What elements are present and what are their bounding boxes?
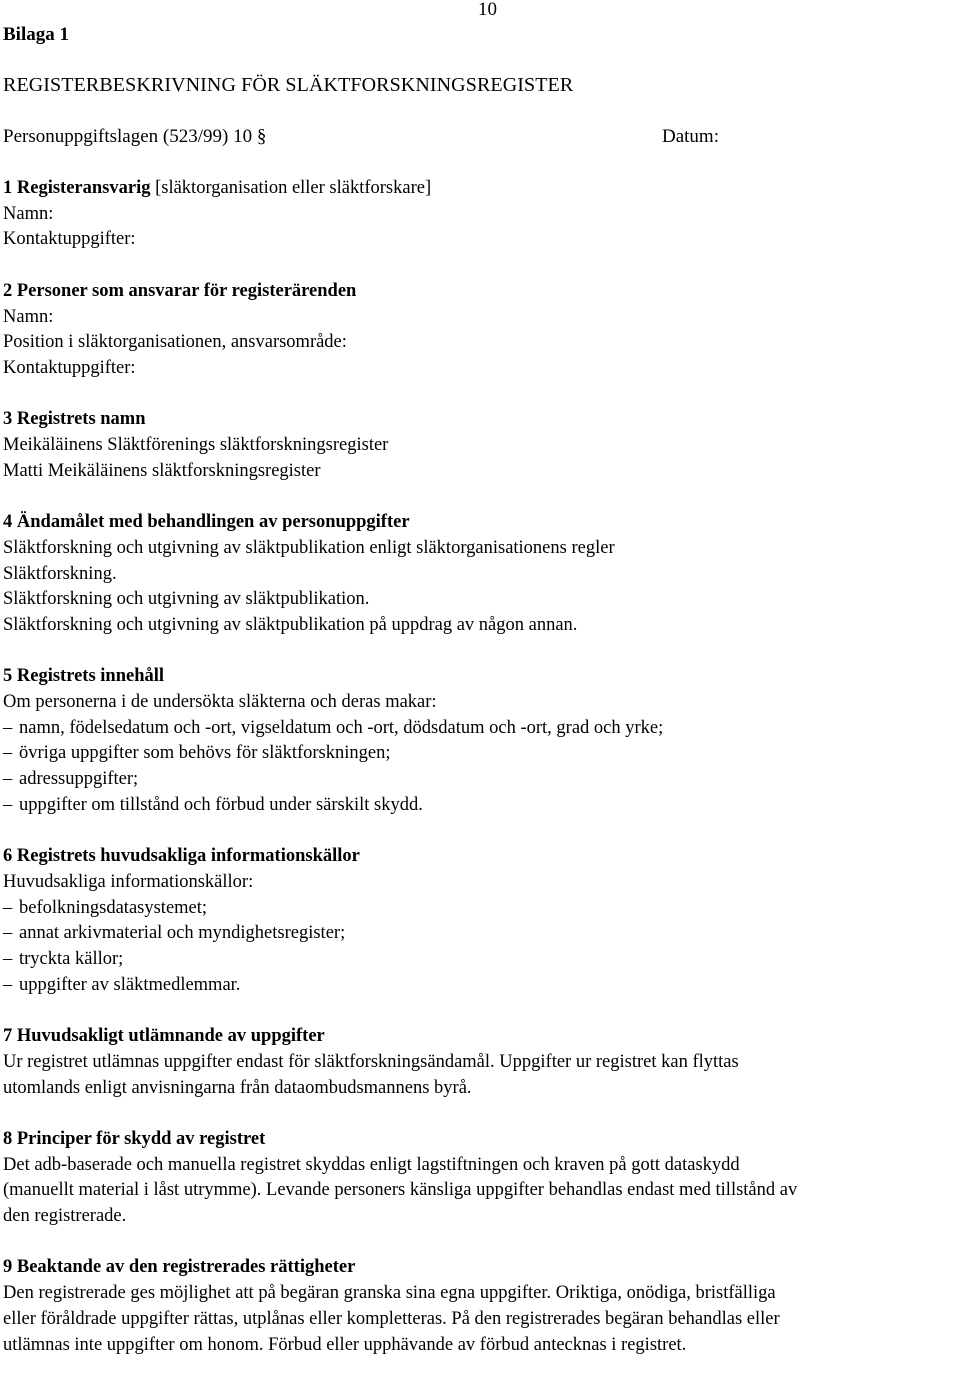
list-item-text: övriga uppgifter som behövs för släktforskningen; (19, 743, 391, 764)
list-item-text: tryckta källor; (19, 949, 124, 970)
text-line: eller föråldrade uppgifter rättas, utplånas eller kompletteras. På den registrerades begäran behandlas eller (3, 1308, 780, 1329)
section-intro: Huvudsakliga informationskällor: (3, 871, 254, 892)
section-3 (3, 407, 958, 484)
document-title: REGISTERBESKRIVNING FÖR SLÄKTFORSKNINGSREGISTER (3, 74, 574, 96)
annex-label: Bilaga 1 (3, 24, 69, 45)
section-heading-note: [släktorganisation eller släktforskare] (150, 178, 432, 198)
text-line: Släktforskning och utgivning av släktpublikation på uppdrag av någon annan. (3, 614, 578, 635)
text-line: (manuellt material i låst utrymme). Levande personers känsliga uppgifter behandlas endast med tillstånd av (3, 1180, 798, 1201)
list-item (3, 921, 958, 947)
list-item (3, 767, 958, 793)
list-item-text: annat arkivmaterial och myndighetsregister; (19, 923, 346, 944)
field-line: Kontaktuppgifter: (3, 229, 136, 250)
field-line: Position i släktorganisationen, ansvarsområde: (3, 332, 347, 353)
field-line: Namn: (3, 306, 54, 327)
dash-bullet: – (3, 923, 13, 944)
text-line: Släktforskning och utgivning av släktpublikation enligt släktorganisationens regler (3, 537, 615, 558)
section-heading: 7 Huvudsakligt utlämnande av uppgifter (3, 1026, 325, 1047)
text-line: Släktforskning och utgivning av släktpublikation. (3, 589, 370, 610)
list-item-text: befolkningsdatasystemet; (19, 897, 208, 918)
list-item (3, 896, 958, 922)
law-reference-row (3, 124, 730, 150)
section-7 (3, 1024, 958, 1101)
list-item (3, 973, 958, 999)
text-line: Släktforskning. (3, 563, 117, 584)
list-item-text: uppgifter av släktmedlemmar. (19, 974, 241, 995)
section-heading: 6 Registrets huvudsakliga informationskällor (3, 846, 360, 867)
text-line: Den registrerade ges möjlighet att på begäran granska sina egna uppgifter. Oriktiga, onödiga, bristfälliga (3, 1283, 776, 1304)
dash-bullet: – (3, 743, 13, 764)
list-item-text: uppgifter om tillstånd och förbud under särskilt skydd. (19, 794, 423, 815)
list-item (3, 741, 958, 767)
section-heading-bold: 1 Registeransvarig (3, 178, 151, 198)
field-line: Kontaktuppgifter: (3, 357, 136, 378)
dash-bullet: – (3, 717, 13, 738)
dash-bullet: – (3, 974, 13, 995)
section-4 (3, 510, 958, 639)
dash-bullet: – (3, 769, 13, 790)
list-item (3, 947, 958, 973)
section-1 (3, 176, 958, 253)
section-2 (3, 279, 958, 382)
section-9 (3, 1255, 958, 1358)
document-body (3, 176, 958, 1384)
text-line: den registrerade. (3, 1206, 127, 1227)
section-5 (3, 664, 958, 818)
section-6 (3, 844, 958, 998)
text-line: Meikäläinens Släktförenings släktforskningsregister (3, 435, 389, 455)
section-heading: 9 Beaktande av den registrerades rättigheter (3, 1257, 356, 1278)
dash-bullet: – (3, 794, 13, 815)
list-item (3, 793, 958, 819)
text-line: utomlands enligt anvisningarna från dataombudsmannens byrå. (3, 1077, 472, 1098)
section-heading (3, 176, 958, 202)
text-line: Ur registret utlämnas uppgifter endast för släktforskningsändamål. Uppgifter ur registret kan flyttas (3, 1051, 739, 1072)
list-item-text: adressuppgifter; (19, 769, 139, 790)
dash-bullet: – (3, 897, 13, 918)
section-intro: Om personerna i de undersökta släkterna och deras makar: (3, 692, 437, 712)
section-8 (3, 1127, 958, 1230)
list-item (3, 716, 958, 742)
text-line: utlämnas inte uppgifter om honom. Förbud eller upphävande av förbud antecknas i registret. (3, 1334, 687, 1355)
section-heading: 3 Registrets namn (3, 409, 146, 430)
text-line: Matti Meikäläinens släktforskningsregister (3, 460, 321, 481)
section-heading: 2 Personer som ansvarar för registerärenden (3, 280, 357, 301)
list-item-text: namn, födelsedatum och -ort, vigseldatum och -ort, dödsdatum och -ort, grad och yrke; (19, 717, 664, 738)
law-reference: Personuppgiftslagen (523/99) 10 § (3, 126, 267, 147)
section-heading: 5 Registrets innehåll (3, 666, 165, 687)
text-line: Det adb-baserade och manuella registret skyddas enligt lagstiftningen och kraven på gott dataskydd (3, 1154, 740, 1175)
date-label: Datum: (662, 126, 719, 147)
section-heading: 4 Ändamålet med behandlingen av personuppgifter (3, 512, 410, 533)
page-number: 10 (478, 0, 497, 20)
dash-bullet: – (3, 949, 13, 970)
field-line: Namn: (3, 203, 54, 224)
section-heading: 8 Principer för skydd av registret (3, 1128, 266, 1149)
